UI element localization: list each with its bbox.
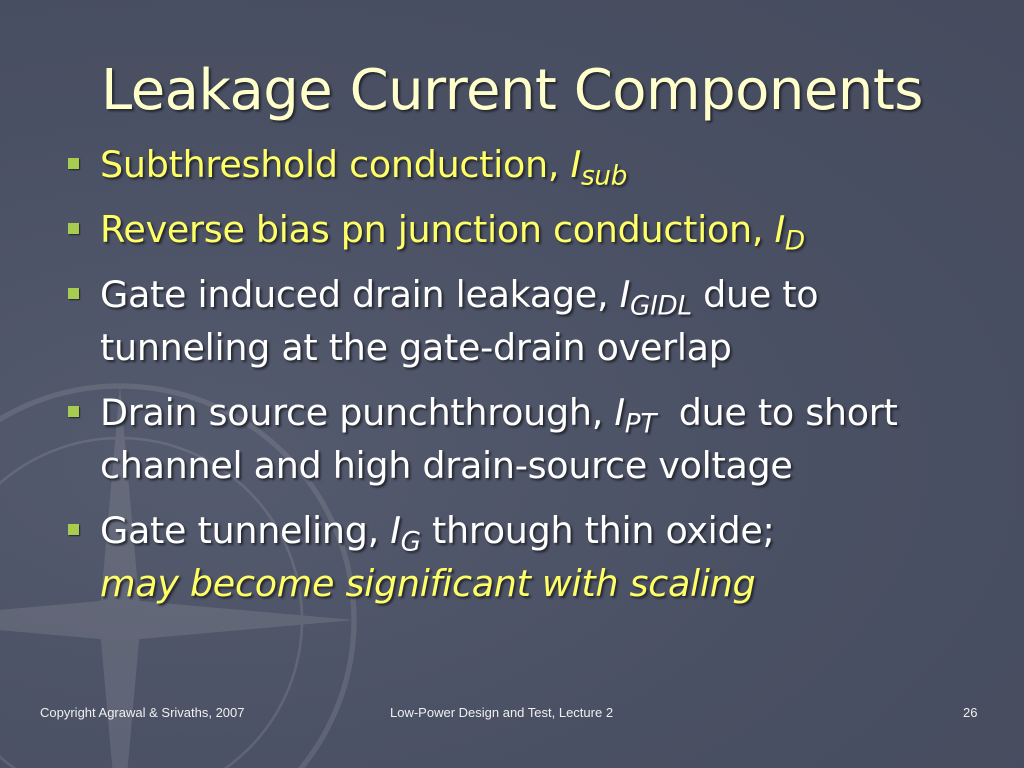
emphasis-text: may become significant with scaling — [100, 562, 756, 605]
bullet-square-icon — [68, 288, 79, 299]
bullet-item-gidl — [64, 268, 964, 374]
current-symbol: $I_D$ — [774, 208, 805, 257]
slide-title: Leakage Current Components — [101, 58, 923, 123]
bullet-item-gate-tunneling — [64, 504, 964, 610]
current-symbol: $I_{GIDL}$ — [619, 273, 692, 322]
bullet-square-icon — [68, 406, 79, 417]
bullet-text: Reverse bias pn junction conduction, — [100, 208, 775, 251]
bullet-text: Subthreshold conduction, — [100, 143, 571, 186]
current-symbol: $I_G$ — [390, 509, 421, 558]
bullet-text: Gate induced drain leakage, — [100, 273, 620, 316]
bullet-square-icon — [68, 158, 79, 169]
current-symbol: $I_{sub}$ — [570, 143, 628, 192]
bullet-item-reverse-bias — [64, 203, 964, 256]
footer-lecture: Low-Power Design and Test, Lecture 2 — [390, 705, 614, 720]
bullet-item-subthreshold — [64, 138, 964, 191]
bullet-square-icon — [68, 524, 79, 535]
footer-page-number: 26 — [963, 705, 978, 720]
current-symbol: $I_{PT}$ — [614, 391, 657, 440]
bullet-rest-text: through thin oxide; — [420, 509, 775, 552]
bullet-text: Drain source punchthrough, — [100, 391, 615, 434]
bullet-rest-text: due to tunneling at the gate-drain overlap — [100, 273, 819, 369]
bullet-square-icon — [68, 223, 79, 234]
bullet-rest-text: due to short channel and high drain-source voltage — [100, 391, 909, 487]
bullet-list — [64, 138, 964, 622]
footer-copyright: Copyright Agrawal & Srivaths, 2007 — [40, 705, 245, 720]
bullet-item-punchthrough — [64, 386, 964, 492]
bullet-text: Gate tunneling, — [100, 509, 391, 552]
